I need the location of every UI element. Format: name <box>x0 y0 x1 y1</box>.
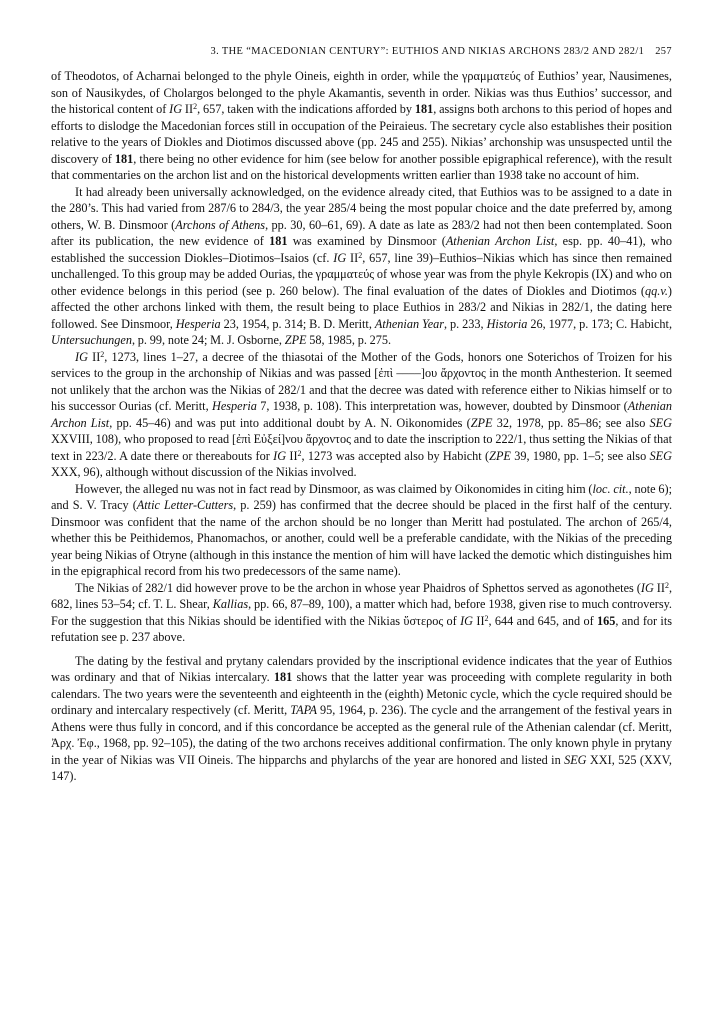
italic-text: SEG <box>649 415 672 430</box>
text-run: 32, 1978, pp. 85–86; see also <box>492 415 650 430</box>
text-run: , esp. pp. 40–41), who established the succession Diokles–Diotimos–Isaios (cf. <box>51 234 673 265</box>
text-run: II <box>346 250 359 265</box>
running-head-title: 3. THE “MACEDONIAN CENTURY”: EUTHIOS AND NIKIAS ARCHONS 283/2 AND 282/1 <box>210 46 645 57</box>
text-run: , p. 259) has confirmed that the decree should be placed in the first half of the century. Dinsmoor was confident that the name of the archon should be no longer than Meritt had postulated. The archon of 265/4, whether this be Peithidemos, Phanomachos, or another, could well be a preferable candidate, with the Nikias of the preceding year being Nikias of Otryne (although in this instance the mention of him will have lacked the demotic which distinguishes him in the epigraphical record from his two predecessors of the same name). <box>51 498 673 578</box>
text-run: , 644 and 645, and of <box>488 613 598 628</box>
text-run: II <box>286 448 298 463</box>
italic-text: SEG <box>649 448 672 463</box>
page <box>51 46 672 785</box>
text-run: The Nikias of 282/1 did however prove to be the archon in whose year Phaidros of Sphettos served as agonothetes ( <box>75 580 641 595</box>
superscript: 2 <box>100 349 105 359</box>
superscript: 2 <box>484 613 489 623</box>
running-head <box>51 46 672 57</box>
text-run: 58, 1985, p. 275. <box>306 333 392 347</box>
text-run: , note 6); and S. V. Tracy ( <box>51 481 672 512</box>
text-run: II <box>653 580 665 595</box>
paragraph <box>51 68 672 184</box>
italic-text: IG <box>75 349 88 364</box>
italic-text: ZPE <box>284 333 307 347</box>
text-run: , pp. 30, 60–61, 69). A date as late as 283/2 had not then been contemplated. Soon after its publication, the new evidence of <box>51 217 672 248</box>
italic-text: IG <box>333 250 347 265</box>
text-run: It had already been universally acknowledged, on the evidence already cited, that Euthios was to be assigned to a date in the 280’s. This had varied from 287/6 to 284/3, the year 285/4 being the most popular choice and the date preferred by, among others, W. B. Dinsmoor ( <box>51 184 672 232</box>
body-text <box>51 68 672 785</box>
text-run: XXVIII, 108), who proposed to read [ἐπὶ Εὐξεί]νου ἄρχοντος and to date the inscription to 222/1, thus setting the Nikias of that text in 223/2. A date there or thereabouts for <box>51 432 672 463</box>
text-run: II <box>87 349 101 364</box>
italic-text: TAPA <box>290 703 317 717</box>
italic-text: Kallias <box>212 597 249 611</box>
italic-text: Athenian Archon List <box>445 234 555 248</box>
italic-text: Hesperia <box>211 399 257 413</box>
italic-text: Athenian Year <box>374 316 445 331</box>
italic-text: Archons of Athens <box>175 217 266 232</box>
text-run: , 657, line 39)–Euthios–Nikias which has since then remained unchallenged. To this group may be added Ourias, the γραμματεύς of whose year was from the phyle Kekropis (IX) and who on other evidence belongs in this period (see p. 260 below). The final evaluation of the dates of Diokles and Diotimos ( <box>51 250 672 298</box>
text-run: The dating by the festival and prytany calendars provided by the inscriptional evidence indicates that the year of Euthios was ordinary and that of Nikias intercalary. <box>51 653 672 684</box>
text-run: 95, 1964, p. 236). The cycle and the arrangement of the festival years in Athens were thus fully in concord, and if this concordance be accepted as the general rule of the Athenian calendar (cf. Meritt, Ἀρχ. Ἐφ., 1968, pp. 92–105), the dating of the two archons receives additional confirmation. The only known phyle in prytany in the year of Nikias was VII Oineis. The hipparchs and phylarchs of the year are honored and listed in <box>51 703 672 767</box>
text-run: 23, 1954, p. 314; B. D. Meritt, <box>220 316 375 331</box>
paragraph <box>51 184 672 349</box>
text-run: ) affected the other archons linked with them, the result being to place Euthios in 283/2 and Nikias in 282/1, the dating here followed. See Dinsmoor, <box>51 283 672 331</box>
italic-text: IG <box>460 613 474 628</box>
text-run: of Theodotos, of Acharnai belonged to the phyle Oineis, eighth in order, while the γραμματεύς of Euthios’ year, Nausimenes, son of Nausikydes, of Cholargos belonged to the phyle Akamantis, seventh in order. Nikias was thus Euthios’ successor, and the historical content of <box>51 69 672 116</box>
italic-text: Attic Letter-Cutters <box>136 498 234 512</box>
italic-text: IG <box>640 580 654 595</box>
bold-reference: 181 <box>414 102 434 116</box>
italic-text: ZPE <box>489 448 511 463</box>
text-run: , pp. 45–46) and was put into additional doubt by A. N. Oikonomides ( <box>109 415 471 430</box>
superscript: 2 <box>664 580 669 590</box>
text-run: , 657, taken with the indications afforded by <box>197 102 415 116</box>
italic-text: qq.v. <box>645 283 668 298</box>
italic-text: IG <box>169 102 183 116</box>
text-run: , 682, lines 53–54; cf. T. L. Shear, <box>51 580 673 611</box>
italic-text: loc. cit. <box>592 481 629 496</box>
italic-text: Hesperia <box>175 316 221 331</box>
italic-text: SEG <box>564 752 587 767</box>
paragraph <box>51 349 672 481</box>
text-run: , p. 99, note 24; M. J. Osborne, <box>131 333 285 347</box>
text-run: shows that the latter year was proceeding with complete regularity in both calendars. The two years were the seventeenth and eighteenth in the (eighth) Metonic cycle, which the cycle required should be ordinary and intercalary respectively (cf. Meritt, <box>51 670 672 717</box>
text-run: II <box>473 613 485 628</box>
bold-reference: 181 <box>269 234 288 248</box>
superscript: 2 <box>193 102 198 111</box>
text-run: , there being no other evidence for him (see below for another possible epigraphical reference), with the result that commentaries on the archon list and on the historical developments written earlier than 1938 take no account of him. <box>51 151 672 182</box>
text-run: However, the alleged nu was not in fact read by Dinsmoor, as was claimed by Oikonomides in citing him ( <box>75 481 593 496</box>
text-run: 39, 1980, pp. 1–5; see also <box>510 448 650 463</box>
text-run: XXI, 525 (XXV, 147). <box>51 752 672 783</box>
page-number: 257 <box>655 46 672 57</box>
paragraph <box>51 653 672 785</box>
text-run: , 1273 was accepted also by Habicht ( <box>301 448 490 463</box>
text-run: 26, 1977, p. 173; C. Habicht, <box>527 316 673 331</box>
text-run: , and for its refutation see p. 237 above. <box>51 613 673 644</box>
italic-text: Historia <box>486 316 528 331</box>
bold-reference: 165 <box>597 613 616 628</box>
text-run: , pp. 66, 87–89, 100), a matter which had, before 1938, given rise to much controversy. For the suggestion that this Nikias should be identified with the Nikias ὕστερος of <box>51 597 672 628</box>
italic-text: IG <box>273 448 287 463</box>
bold-reference: 181 <box>114 151 134 166</box>
superscript: 2 <box>358 250 363 260</box>
italic-text: ZPE <box>470 415 493 430</box>
italic-text: Athenian Archon List <box>51 399 672 430</box>
text-run: , p. 233, <box>444 316 487 331</box>
bold-reference: 181 <box>273 670 293 684</box>
text-run: II <box>182 102 194 116</box>
text-run: , 1273, lines 1–27, a decree of the thiasotai of the Mother of the Gods, honors one Soterichos of Troizen for his services to the group in the archonship of Nikias and was passed [ἐπὶ ––––]ου ἄρχοντος in the month Anthesterion. It seemed not unlikely that the archon was the Nikias of 282/1 and that the decree was dated with reference either to Nikias himself or to his successor Ourias (cf. Meritt, <box>51 349 673 413</box>
paragraph <box>51 580 672 646</box>
text-run: XXX, 96), although without discussion of the Nikias involved. <box>51 465 357 479</box>
paragraph <box>51 481 672 580</box>
text-run: , assigns both archons to this period of hopes and efforts to dislodge the Macedonian forces still in occupation of the Peiraieus. The secretary cycle also establishes their position relative to the years of Diokles and Diotimos discussed above (pp. 245 and 255). Nikias’ archonship was unsuspected until the discovery of <box>51 102 673 166</box>
text-run: 7, 1938, p. 108). This interpretation was, however, doubted by Dinsmoor ( <box>256 399 628 413</box>
italic-text: Untersuchungen <box>51 333 132 347</box>
text-run: was examined by Dinsmoor ( <box>287 234 446 248</box>
superscript: 2 <box>297 448 302 458</box>
